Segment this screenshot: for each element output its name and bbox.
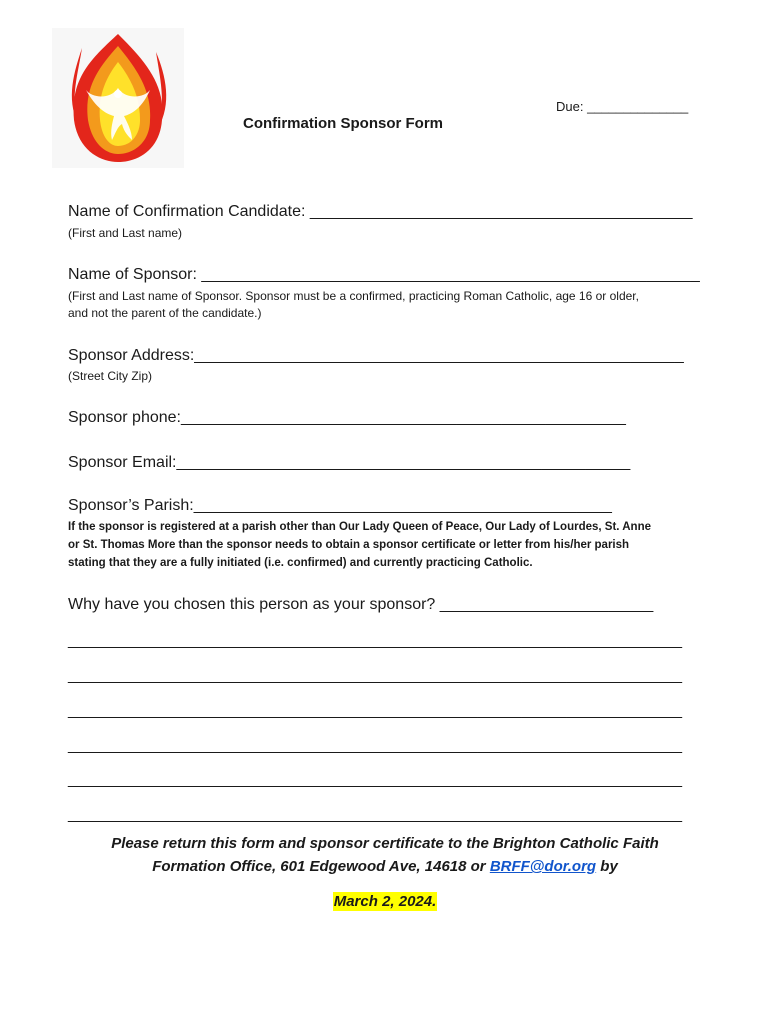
- parish-note-line-2: or St. Thomas More than the sponsor needs to obtain a sponsor certificate or letter from his/her parish: [68, 539, 630, 551]
- return-instructions-prefix: Formation Office, 601 Edgewood Ave, 14618 or: [152, 858, 490, 875]
- why-chosen-field[interactable]: Why have you chosen this person as your sponsor? ________________________: [68, 596, 654, 613]
- parish-note-line-1: If the sponsor is registered at a parish other than Our Lady Queen of Peace, Our Lady of Lourdes, St. Anne: [68, 521, 651, 533]
- return-instructions-line-1: Please return this form and sponsor certificate to the Brighton Catholic Faith: [111, 835, 659, 852]
- answer-line[interactable]: _____________________________________________________________________: [68, 771, 682, 788]
- sponsor-address-note: (Street City Zip): [68, 369, 153, 383]
- candidate-name-field[interactable]: Name of Confirmation Candidate: ___________________________________________: [68, 203, 693, 220]
- deadline-container: [0, 893, 770, 911]
- return-instructions-line-2: [0, 858, 770, 875]
- holy-spirit-dove-flame-icon: [52, 28, 184, 168]
- sponsor-name-note-line-1: (First and Last name of Sponsor. Sponsor must be a confirmed, practicing Roman Catholic, age 16 or older,: [68, 289, 639, 303]
- parish-note-line-3: stating that they are a fully initiated (i.e. confirmed) and currently practicing Catholic.: [68, 557, 533, 569]
- answer-line[interactable]: _____________________________________________________________________: [68, 702, 682, 719]
- sponsor-email-field[interactable]: Sponsor Email:___________________________________________________: [68, 454, 631, 471]
- deadline-date: March 2, 2024.: [333, 893, 437, 910]
- candidate-name-note: (First and Last name): [68, 226, 183, 240]
- sponsor-parish-field[interactable]: Sponsor’s Parish:_______________________________________________: [68, 497, 612, 514]
- answer-line[interactable]: _____________________________________________________________________: [68, 806, 682, 823]
- sponsor-phone-field[interactable]: Sponsor phone:__________________________________________________: [68, 409, 626, 426]
- sponsor-address-field[interactable]: Sponsor Address:_______________________________________________________: [68, 347, 684, 364]
- form-title: Confirmation Sponsor Form: [243, 115, 443, 132]
- sponsor-name-note-line-2: and not the parent of the candidate.): [68, 306, 262, 320]
- due-date-line: Due: ______________: [556, 99, 689, 114]
- answer-line[interactable]: _____________________________________________________________________: [68, 632, 682, 649]
- answer-line[interactable]: _____________________________________________________________________: [68, 737, 682, 754]
- return-instructions-suffix: by: [596, 858, 618, 875]
- email-link[interactable]: BRFF@dor.org: [489, 858, 597, 875]
- sponsor-name-field[interactable]: Name of Sponsor: ________________________________________________________: [68, 266, 700, 283]
- answer-line[interactable]: _____________________________________________________________________: [68, 667, 682, 684]
